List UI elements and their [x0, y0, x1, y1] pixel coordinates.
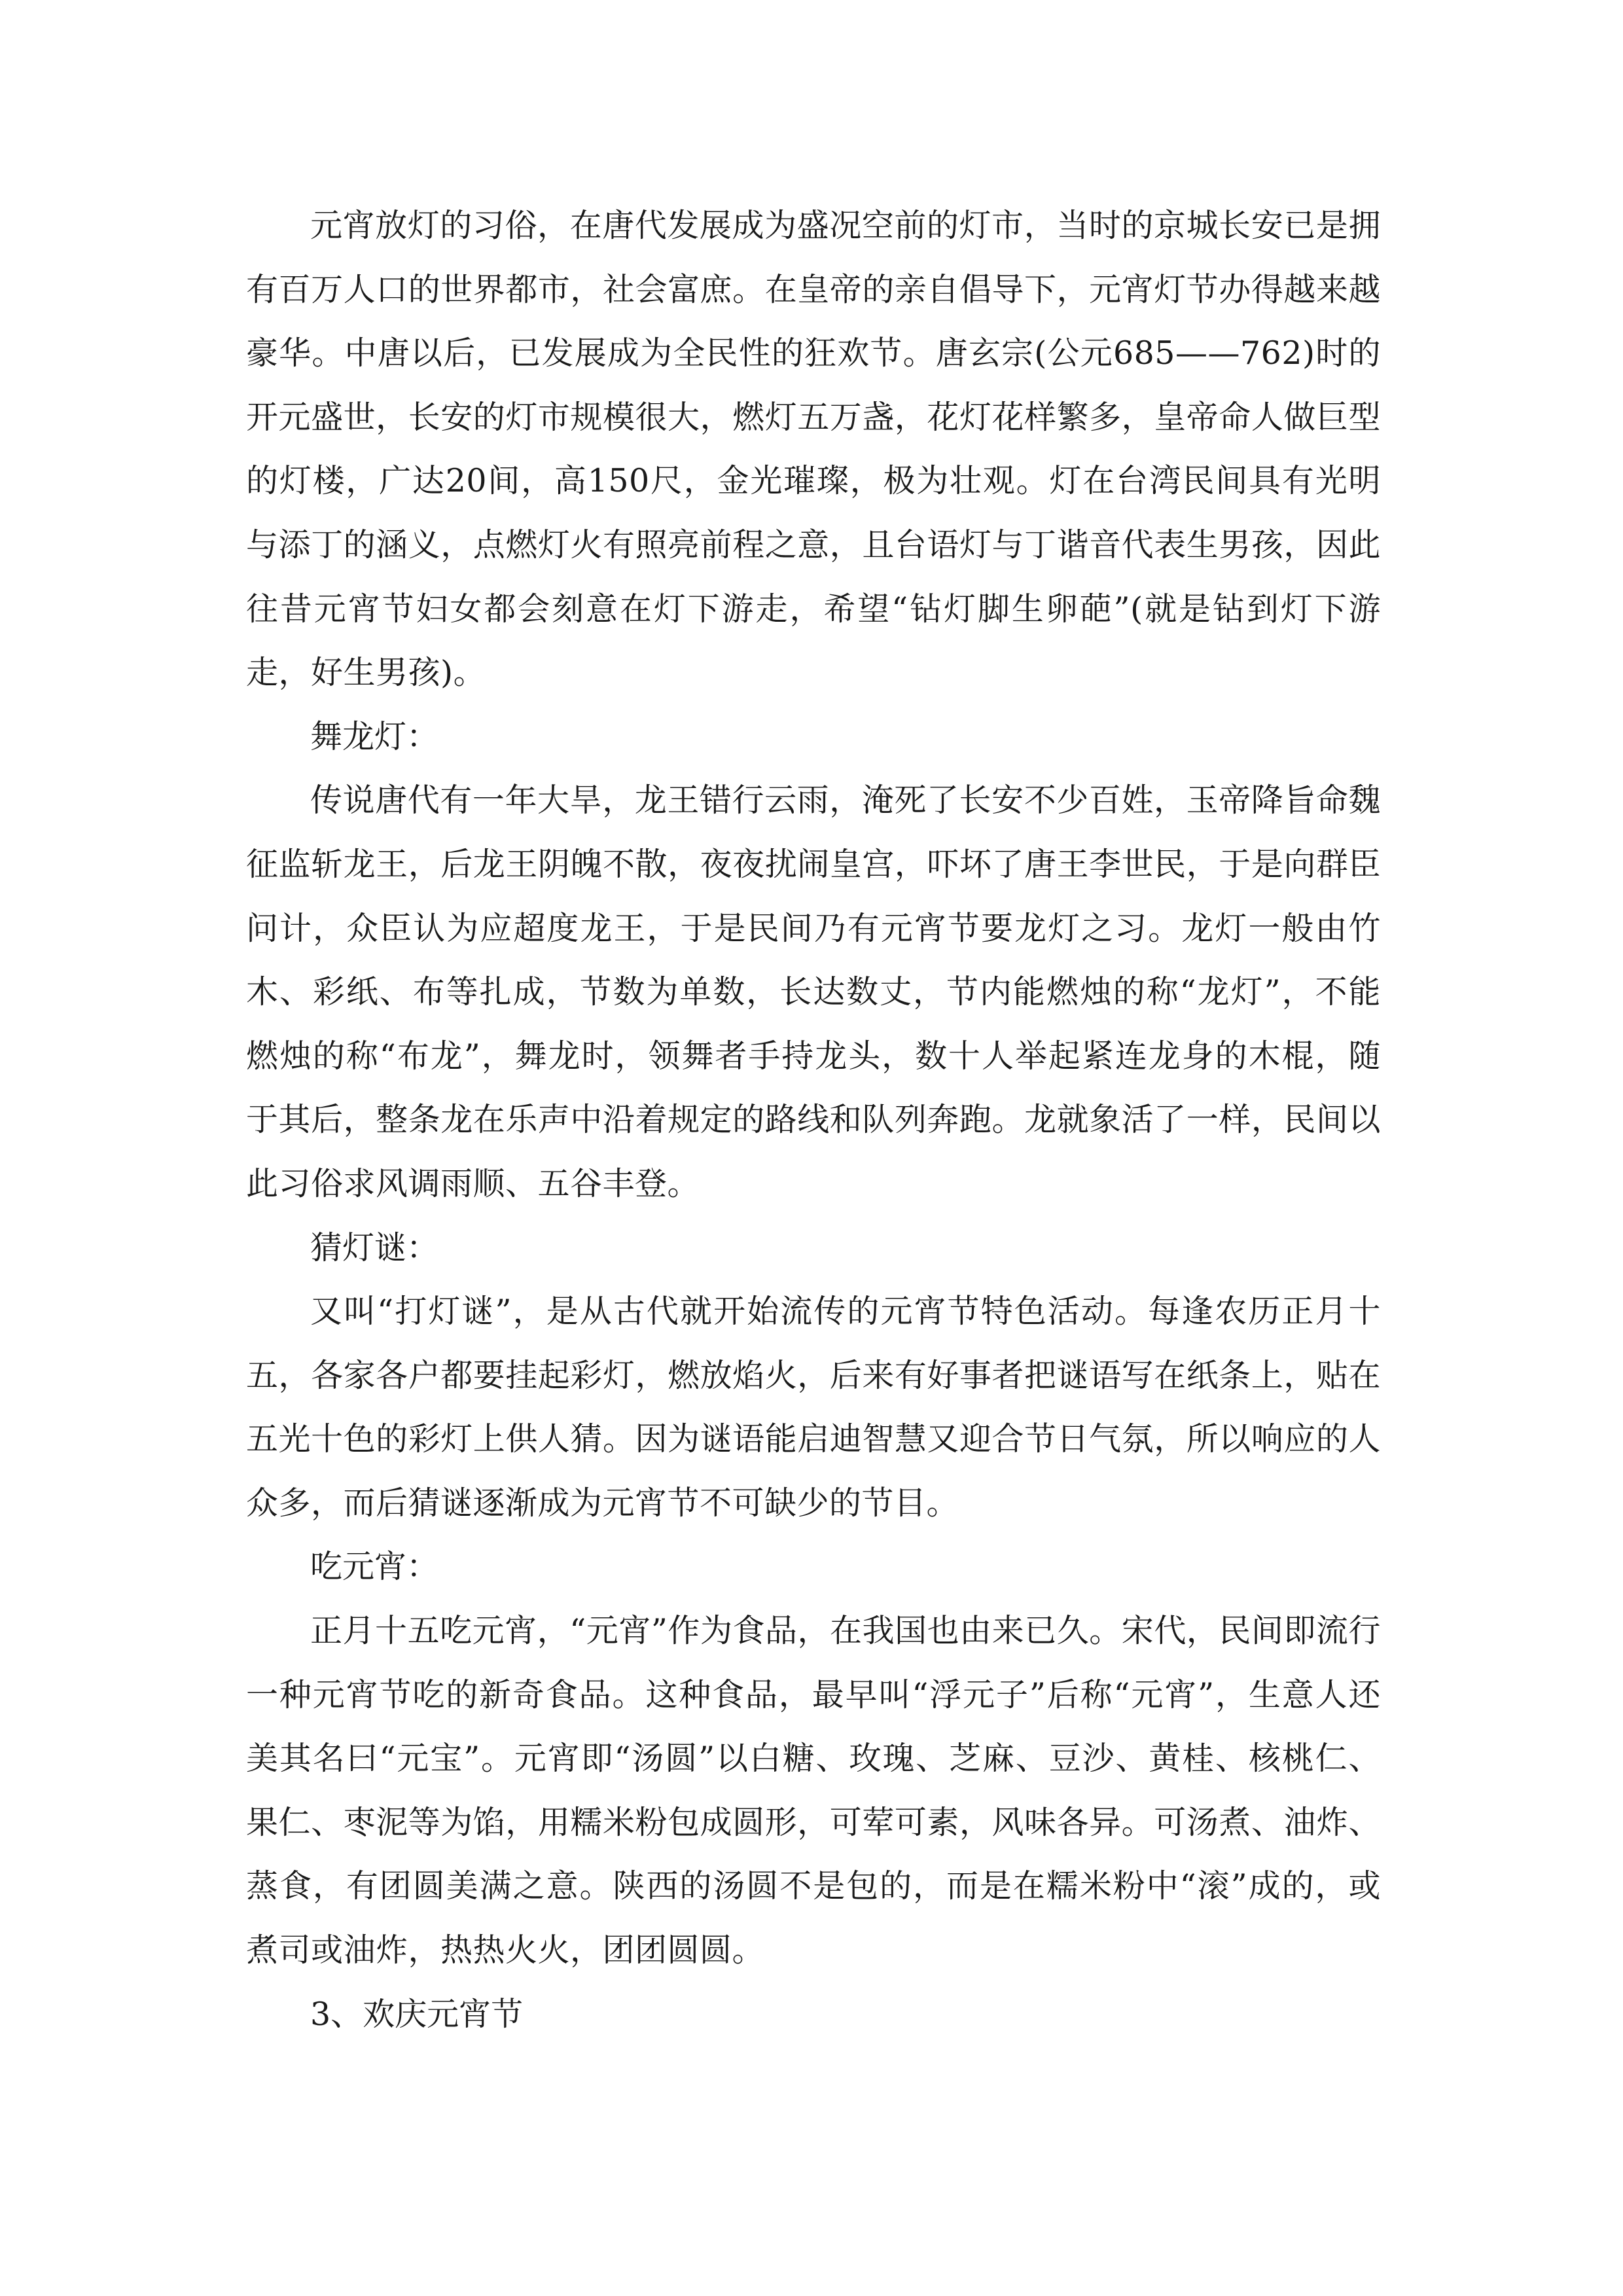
heading-eat-yuanxiao: 吃元宵： — [310, 1548, 439, 1586]
heading-celebrate-festival: 3、欢庆元宵节 — [310, 1995, 524, 2033]
document-body — [246, 194, 1381, 2046]
paragraph-lantern-custom: 元宵放灯的习俗，在唐代发展成为盛况空前的灯市，当时的京城长安已是拥有百万人口的世界都市，社会富庶。在皇帝的亲自倡导下，元宵灯节办得越来越豪华。中唐以后，已发展成为全民性的狂欢节。唐玄宗(公元685——762)时的开元盛世，长安的灯市规模很大，燃灯五万盏，花灯花样繁多，皇帝命人做巨型的灯楼，广达20间，高150尺，金光璀璨，极为壮观。灯在台湾民间具有光明与添丁的涵义，点燃灯火有照亮前程之意，且台语灯与丁谐音代表生男孩，因此往昔元宵节妇女都会刻意在灯下游走，希望“钻灯脚生卵葩”(就是钻到灯下游走，好生男孩)。 — [246, 207, 1381, 692]
heading-dragon-dance: 舞龙灯： — [310, 717, 439, 755]
paragraph-dragon-dance: 传说唐代有一年大旱，龙王错行云雨，淹死了长安不少百姓，玉帝降旨命魏征监斩龙王，后龙王阴魄不散，夜夜扰闹皇宫，吓坏了唐王李世民，于是向群臣问计，众臣认为应超度龙王，于是民间乃有元宵节要龙灯之习。龙灯一般由竹木、彩纸、布等扎成，节数为单数，长达数丈，节内能燃烛的称“龙灯”，不能燃烛的称“布龙”，舞龙时，领舞者手持龙头，数十人举起紧连龙身的木棍，随于其后，整条龙在乐声中沿着规定的路线和队列奔跑。龙就象活了一样，民间以此习俗求风调雨顺、五谷丰登。 — [246, 781, 1381, 1202]
paragraph-eat-yuanxiao: 正月十五吃元宵，“元宵”作为食品，在我国也由来已久。宋代，民间即流行一种元宵节吃的新奇食品。这种食品，最早叫“浮元子”后称“元宵”，生意人还美其名曰“元宝”。元宵即“汤圆”以白糖、玫瑰、芝麻、豆沙、黄桂、核桃仁、果仁、枣泥等为馅，用糯米粉包成圆形，可荤可素，风味各异。可汤煮、油炸、蒸食，有团圆美满之意。陕西的汤圆不是包的，而是在糯米粉中“滚”成的，或煮司或油炸，热热火火，团团圆圆。 — [246, 1612, 1381, 1969]
heading-lantern-riddles: 猜灯谜： — [310, 1229, 439, 1266]
paragraph-lantern-riddles: 又叫“打灯谜”，是从古代就开始流传的元宵节特色活动。每逢农历正月十五，各家各户都要挂起彩灯，燃放焰火，后来有好事者把谜语写在纸条上，贴在五光十色的彩灯上供人猜。因为谜语能启迪智慧又迎合节日气氛，所以响应的人众多，而后猜谜逐渐成为元宵节不可缺少的节目。 — [246, 1293, 1381, 1522]
